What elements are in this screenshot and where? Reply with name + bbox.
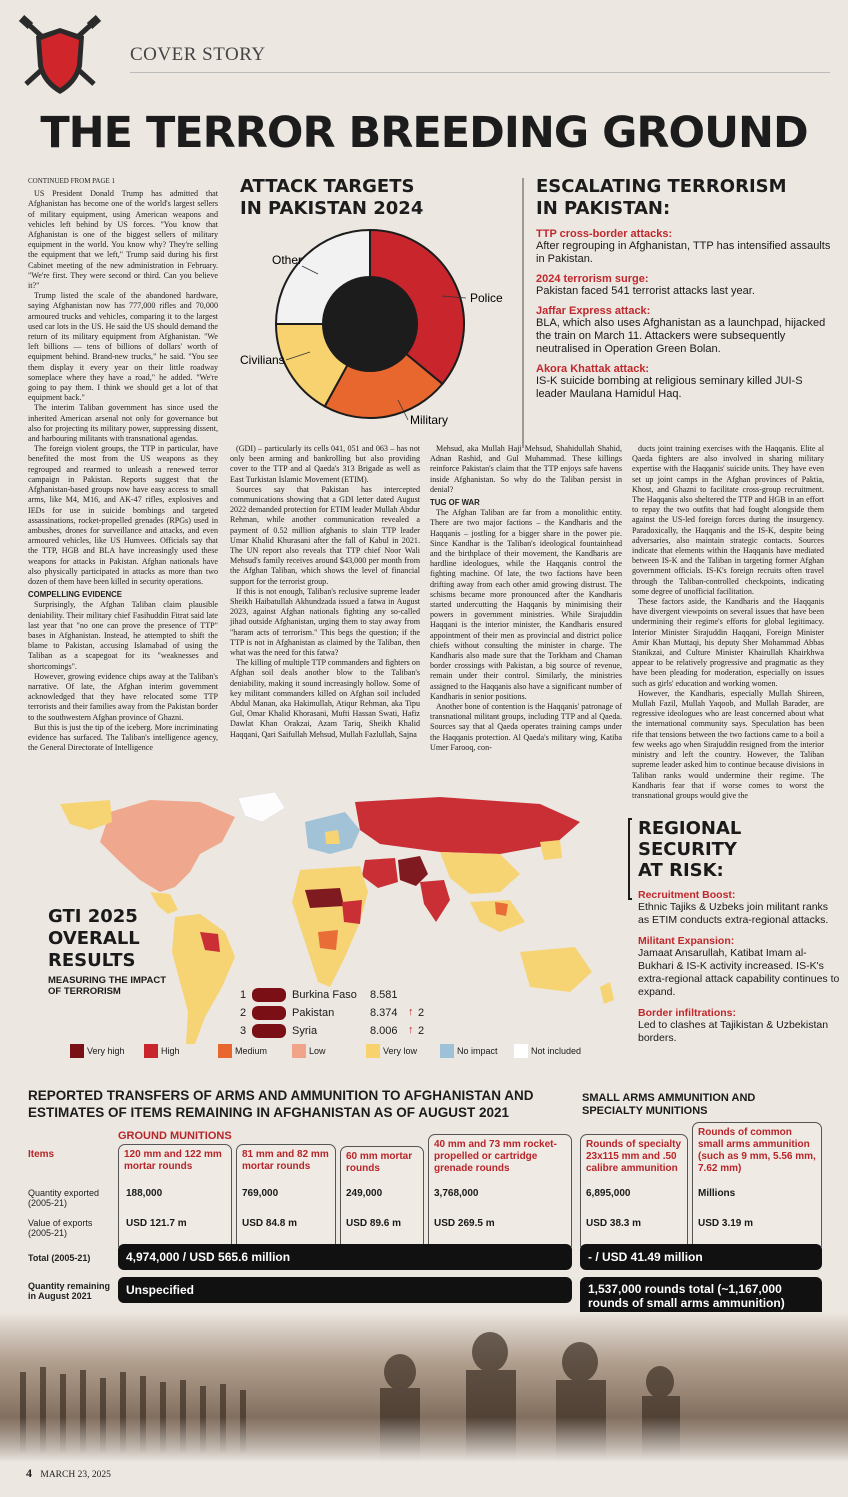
legend-label: Medium xyxy=(235,1046,268,1056)
headline: THE TERROR BREEDING GROUND xyxy=(40,108,808,158)
paragraph: If this is not enough, Taliban's reclusive supreme leader Sheikh Haibatullah Akhundzada issued a fatwa in August 2023, against Afghan nationals fighting any so-called jihad outside Afghanistan, urging them to stay away from "haram acts of terrorism." This begs the question; if the TTP is not in Afghanistan as claimed by the Taliban, then what was the need for this fatwa? xyxy=(230,586,420,658)
legend-label: Very high xyxy=(87,1046,125,1056)
value-cell: USD 3.19 m xyxy=(698,1218,754,1229)
gti-legend xyxy=(70,1044,640,1064)
gti-title-line: GTI 2025 xyxy=(48,906,138,927)
rank-swatch xyxy=(252,988,286,1002)
arms-title-line: REPORTED TRANSFERS OF ARMS AND AMMUNITION TO AFGHANISTAN AND xyxy=(28,1088,534,1103)
value-cell: USD 269.5 m xyxy=(434,1218,495,1229)
legend-swatch xyxy=(292,1044,306,1058)
quantity-cell: 769,000 xyxy=(242,1188,279,1199)
esc-item-heading: TTP cross-border attacks: xyxy=(536,228,673,240)
legend-label: No impact xyxy=(457,1046,498,1056)
gti-title-line: OVERALL xyxy=(48,928,140,949)
row-label-remaining xyxy=(28,1281,110,1301)
paragraph: US President Donald Trump has admitted that Afghanistan has become one of the world's largest sellers of military equipment, using American weapons and vehicles left behind by US forces. "You know that Afghanistan is one of the biggest sellers of military equipment in the world. You know why? They're selling the equipment that we left," Trump said during his first Cabinet meeting of the new administration in February. "We're first. They were second or third. Can you believe it?" xyxy=(28,189,218,291)
esc-item-body: Pakistan faced 541 terrorist attacks last year. xyxy=(536,285,755,297)
gti-subtitle-line: MEASURING THE IMPACT xyxy=(48,975,167,986)
gti-subtitle-line: OF TERRORISM xyxy=(48,986,121,997)
small-total-bar: - / USD 41.49 million xyxy=(580,1244,822,1270)
legend-label: Very low xyxy=(383,1046,418,1056)
small-title-line: SPECIALTY MUNITIONS xyxy=(582,1105,708,1117)
value-cell: USD 121.7 m xyxy=(126,1218,187,1229)
shield-logo-icon xyxy=(18,14,102,98)
quantity-cell: 249,000 xyxy=(346,1188,383,1199)
esc-title-line: ESCALATING TERRORISM xyxy=(536,176,787,197)
paragraph: Trump listed the scale of the abandoned hardware, saying Afghanistan now has 777,000 rifles and 70,000 armoured trucks and vehicles, comparing it to the largest used car lots in the US. He said the US should demand the return of its military equipment from Afghanistan. "We left billions — tens of billions of dollars' worth of equipment behind. Brand-new trucks," he said. "You see them display it every year on their little roadway someplace where they have a road," he added. "We're going to pay them. I think we should get a lot of that equipment back." xyxy=(28,291,218,403)
slice-label-military: Military xyxy=(410,413,448,427)
small-remaining-bar xyxy=(580,1277,822,1317)
map-new-zealand xyxy=(600,982,614,1004)
slice-label-civilians: Civilians xyxy=(240,353,285,367)
map-western-europe xyxy=(325,830,340,844)
arms-table-title xyxy=(28,1087,588,1121)
paragraph: The killing of multiple TTP commanders and fighters on Afghan soil deals another blow to the Taliban's deniability, making it sound increasingly hollow. Some of key militant commanders killed on Afghan soil included Abdul Manan, aka Hakimullah, Atiqur Rehman, aka Tipu Gul, Omar Khalid Khorasani, Mufti Hassan Swati, Hafiz Dawlat Khan Orakzai, Azam Tariq, Sheikh Khalid Haqqani, Qari Saifullah Mehsud, Mullah Fazlullah, Sajna xyxy=(230,658,420,739)
small-remaining-line: rounds of small arms ammunition) xyxy=(588,1296,785,1310)
munition-column-card xyxy=(340,1146,424,1252)
gti-subtitle xyxy=(48,975,248,997)
regional-item-body: Ethnic Tajiks & Uzbeks join militant ranks as ETIM conducts extra-regional attacks. xyxy=(638,901,829,926)
legend-item xyxy=(514,1044,581,1058)
rank-change: 2 xyxy=(418,1025,425,1037)
rank-country: Syria xyxy=(292,1025,318,1037)
map-india xyxy=(420,880,450,922)
legend-label: High xyxy=(161,1046,180,1056)
regional-item-heading: Border infiltrations: xyxy=(638,1007,737,1019)
munition-column-card xyxy=(692,1122,822,1252)
munition-item-label: Rounds of common small arms ammunition (such as 9 mm, 5.56 mm, 7.62 mm) xyxy=(698,1127,816,1174)
escalating-title xyxy=(536,176,836,220)
legend-swatch xyxy=(440,1044,454,1058)
paragraph: Mehsud, aka Mullah Haji Mehsud, Shahidullah Shahid, Adnan Rashid, and Gul Muhammad. These killings reinforce Pakistan's claim that the TTP enjoys safe havens inside Afghanistan. So why do the Taliban persist in denial? xyxy=(430,444,622,494)
rank-score: 8.581 xyxy=(370,989,398,1001)
rank-country: Pakistan xyxy=(292,1007,335,1019)
quantity-cell: 3,768,000 xyxy=(434,1188,479,1199)
quantity-cell: 6,895,000 xyxy=(586,1188,631,1199)
regional-item-body: Jamaat Ansarullah, Katibat Imam al-Bukhari & IS-K activity increased. IS-K's extra-regional attack capability continues to expand. xyxy=(638,947,840,998)
attack-chart-title xyxy=(240,176,510,220)
small-remaining-line: 1,537,000 rounds total (~1,167,000 xyxy=(588,1282,782,1296)
esc-item-heading: Jaffar Express attack: xyxy=(536,305,651,317)
row-label-total: Total (2005-21) xyxy=(28,1253,91,1263)
legend-item xyxy=(292,1044,326,1058)
legend-label: Not included xyxy=(531,1046,582,1056)
row-label-items: Items xyxy=(28,1149,55,1160)
attack-title-line: IN PAKISTAN 2024 xyxy=(240,198,424,219)
map-philippines xyxy=(495,902,508,916)
esc-item-heading: Akora Khattak attack: xyxy=(536,363,650,375)
legend-item xyxy=(70,1044,125,1058)
paragraph: Another bone of contention is the Haqqanis' patronage of transnational militant groups, including TTP and al Qaeda. Sources say that al Qaeda operates training camps under the Haqqanis protection. Al Qaeda's military wing, Katiba Umer Farooq, con- xyxy=(430,702,622,752)
bottom-photo-weapons-fighters xyxy=(0,1312,848,1462)
value-cell: USD 84.8 m xyxy=(242,1218,298,1229)
paragraph: The interim Taliban government has since used the inherited American arsenal not only for governance but also for projecting its military power, suppressing dissent, and harbouring militants with transnational agendas. xyxy=(28,403,218,444)
header-rule xyxy=(130,72,830,73)
small-title-line: SMALL ARMS AMMUNITION AND xyxy=(582,1092,756,1104)
vertical-divider xyxy=(522,178,524,448)
subheading: TUG OF WAR xyxy=(430,498,480,508)
page-number: 4 xyxy=(26,1466,32,1480)
row-label-quantity xyxy=(28,1188,99,1208)
ground-munitions-label: GROUND MUNITIONS xyxy=(118,1130,232,1142)
value-cell: USD 89.6 m xyxy=(346,1218,402,1229)
gti-ranking xyxy=(238,986,438,1042)
paragraph: The Afghan Taliban are far from a monolithic entity. There are two major factions – the Kandharis and the Haqqanis – jostling for a bigger share in the power pie. Since Kandhar is the Taliban's ideological fountainhead and the birthplace of their movement, the Kandharis are hardline ideologues, while the Haqqanis control the fighting machine. Of late, the two factions have been drifting away from each other amid growing distrust. The schisms became more pronounced after the Kandharis started undercutting the Haqqanis by minimising their powers in government ministries. While Sirajuddin Haqqani is the interior minister, the Kandharis ensured appointment of their men as provincial and district police chiefs without consulting the minister in charge. The Kandharis also made sure that the Torkham and Chaman border crossings with Pakistan, a big source of revenue, remain under their control. Similarly, the ministries assigned to the Haqqanis also have a significant number of Kandharis in senior positions. xyxy=(430,508,622,701)
value-cell: USD 38.3 m xyxy=(586,1218,642,1229)
article-column-1 xyxy=(28,176,218,753)
gti-title xyxy=(48,906,248,972)
attack-title-line: ATTACK TARGETS xyxy=(240,176,415,197)
munition-item-label: Rounds of specialty 23x115 mm and .50 calibre ammunition xyxy=(586,1139,682,1174)
map-pakistan-afghanistan xyxy=(398,856,428,886)
regional-security-box xyxy=(628,818,840,1045)
article-column-3 xyxy=(430,444,622,753)
map-north-america xyxy=(100,800,235,892)
regional-item-heading: Recruitment Boost: xyxy=(638,889,736,901)
map-australia xyxy=(520,947,592,992)
rank-change: 2 xyxy=(418,1007,425,1019)
attack-donut-chart xyxy=(230,222,530,442)
row-label-line: (2005-21) xyxy=(28,1198,68,1208)
legend-item xyxy=(440,1044,498,1058)
paragraph: However, growing evidence chips away at the Taliban's narrative. Of late, the Afghan interim government acknowledged that they have relocated some TTP terrorists and their families away from the Pakistan border to the southwestern Afghan province of Ghazni. xyxy=(28,671,218,722)
map-alaska-canada-west xyxy=(60,800,112,830)
donut-center xyxy=(322,276,418,372)
munition-item-label: 60 mm mortar rounds xyxy=(346,1151,413,1174)
escalating-list xyxy=(536,228,836,408)
issue-date: MARCH 23, 2025 xyxy=(40,1470,111,1480)
legend-swatch xyxy=(366,1044,380,1058)
rank-up-arrow-icon: ↑ xyxy=(408,1024,414,1036)
paragraph: Sources say that Pakistan has intercepted communications showing that a GDI letter dated August 2022 demanded protection for ETIM leader Mullah Abdur Rehman, while another communication revealed a payment of 0.52 million afghanis to slain TTP leader Umar Khalid Khurasani after the fall of Kabul in 2021. The UN report also reveals that TTP chief Noor Wali Mehsud's family receives around $43,000 per month from the Afghan Taliban, which shows the level of financial support for the terrorist group. xyxy=(230,484,420,586)
row-label-value xyxy=(28,1218,92,1238)
rank-score: 8.374 xyxy=(370,1007,398,1019)
map-japan xyxy=(540,840,562,860)
map-greenland xyxy=(238,792,285,822)
legend-label: Low xyxy=(309,1046,326,1056)
paragraph: But this is just the tip of the iceberg. More incriminating evidence has surfaced. The Taliban's intelligence agency, the General Directorate of Intelligence xyxy=(28,722,218,753)
row-label-line: (2005-21) xyxy=(28,1228,68,1238)
map-sahel xyxy=(305,888,344,908)
map-central-africa xyxy=(318,930,338,950)
paragraph: Surprisingly, the Afghan Taliban claim plausible deniability. Their military chief Fasihuddin Fitrat said late last year that "no one can prove the presence of TTP" bases in Afghanistan. Instead, he attempted to shift the blame to Pakistan, accusing Islamabad of using the Taliban as a scapegoat for its "weaknesses and shortcomings". xyxy=(28,600,218,671)
small-arms-title xyxy=(582,1092,842,1118)
paragraph: The foreign violent groups, the TTP in particular, have benefited the most from the US weapons as they regrouped and rearmed to unleash a renewed terror campaign in Pakistan. Reports suggest that the Afghanistan-based groups now have easy access to small arms, like M4, M16, and AK-47 rifles, explosives and IEDs for use in suicide bombings and targeted assassinations, rocket-propelled grenades (RPGs) used in ambushes, drones for surveillance and attacks, and even armoured vehicles, like US Humvees. Officials say that the TTP, HGB and BLA have increasingly used these weapons for attacks in Pakistan. Afghan nationals have also physically participated in attacks as more than two dozen of them have been killed in security operations. xyxy=(28,444,218,586)
row-label-line: Quantity remaining xyxy=(28,1281,111,1291)
reg-title-line: AT RISK: xyxy=(638,860,724,881)
subheading: COMPELLING EVIDENCE xyxy=(28,590,123,600)
munition-item-label: 81 mm and 82 mm mortar rounds xyxy=(242,1149,329,1172)
reg-title-line: REGIONAL xyxy=(638,818,742,839)
esc-title-line: IN PAKISTAN: xyxy=(536,198,671,219)
esc-item-body: After regrouping in Afghanistan, TTP has intensified assaults in Pakistan. xyxy=(536,240,831,265)
regional-item-heading: Militant Expansion: xyxy=(638,935,735,947)
row-label-line: in August 2021 xyxy=(28,1291,92,1301)
legend-item xyxy=(144,1044,180,1058)
article-column-2 xyxy=(230,444,420,740)
munition-item-label: 40 mm and 73 mm rocket-propelled or cartridge grenade rounds xyxy=(434,1139,557,1174)
regional-bracket xyxy=(628,818,632,900)
slice-label-other: Other xyxy=(272,253,303,267)
row-label-line: Quantity exported xyxy=(28,1188,100,1198)
reg-title-line: SECURITY xyxy=(638,839,737,860)
page-footer xyxy=(26,1466,111,1481)
map-middle-east xyxy=(362,858,398,888)
slice-label-police: Police xyxy=(470,291,503,305)
esc-item-body: BLA, which also uses Afghanistan as a launchpad, hijacked the train on March 11. Attackers were subsequently neutralised in Operation Green Bolan. xyxy=(536,317,826,355)
legend-swatch xyxy=(70,1044,84,1058)
rank-country: Burkina Faso xyxy=(292,989,357,1001)
regional-item-body: Led to clashes at Tajikistan & Uzbekistan borders. xyxy=(638,1019,829,1044)
legend-swatch xyxy=(144,1044,158,1058)
rank-number: 2 xyxy=(240,1007,247,1019)
rank-up-arrow-icon: ↑ xyxy=(408,1006,414,1018)
rank-swatch xyxy=(252,1024,286,1038)
ground-total-bar: 4,974,000 / USD 565.6 million xyxy=(118,1244,572,1270)
ground-remaining-bar: Unspecified xyxy=(118,1277,572,1303)
arms-title-line: ESTIMATES OF ITEMS REMAINING IN AFGHANISTAN AS OF AUGUST 2021 xyxy=(28,1105,510,1120)
quantity-cell: 188,000 xyxy=(126,1188,163,1199)
map-africa xyxy=(292,866,368,987)
esc-item-heading: 2024 terrorism surge: xyxy=(536,273,649,285)
rank-score: 8.006 xyxy=(370,1025,398,1037)
article-column-4 xyxy=(632,444,824,801)
munition-item-label: 120 mm and 122 mm mortar rounds xyxy=(124,1149,222,1172)
map-china xyxy=(440,852,520,894)
paragraph: These factors aside, the Kandharis and the Haqqanis have divergent viewpoints on several issues that have been undermining their regime's efforts for global legitimacy. Interior Minister Sirajuddin Haqqani, Foreign Minister Amir Khan Muttaqi, his deputy Sher Mohammad Abbas Stanikzai, and Culture Minister Khairullah Khairkhwa appear to be relatively progressive and pragmatic as they have been pleading for moderation, especially on issues such as girls' education and working women. xyxy=(632,597,824,688)
gti-title-line: RESULTS xyxy=(48,950,136,971)
map-east-africa xyxy=(342,900,362,924)
paragraph: However, the Kandharis, especially Mullah Shireen, Mullah Fazil, Mullah Yaqoob, and Mullah Barader, are regressive ideologues who are least concerned about what the international community says. Speculation has been rife that tensions between the two factions came to a boil a few weeks ago when Sirajuddin resigned from the interior ministry and left the country. However, the Taliban supreme leader asked him to continue because divisions in Taliban ranks would undermine their regime. The Kandharis fear that if worse comes to worst the transnational groups would give the xyxy=(632,688,824,800)
rank-number: 1 xyxy=(240,989,247,1001)
paragraph: ducts joint training exercises with the Haqqanis. Elite al Qaeda fighters are also involved in sharing military expertise with the Haqqanis' suicide units. They have even set up joint camps in the Afghan provinces of Paktia, Khost, and Ghazni to facilitate cross-group recruitment. The Haqqanis also sheltered the TTP and HGB in an effort to repay the two outfits that had fought alongside them against the US-led foreign forces during the insurgency. Paradoxically, the Haqqanis and the IS-K, despite being adversaries, also maintain strategic contacts. Sources indicate that elements within the Haqqanis have mediated between IS-K and the Taliban in targeting former Afghan government officials. IS-K's foreign recruits often travel through the Taliban-controlled checkpoints, indicating some degree of unofficial facilitation. xyxy=(632,444,824,596)
legend-swatch xyxy=(218,1044,232,1058)
continued-note: CONTINUED FROM PAGE 1 xyxy=(28,177,116,185)
rank-number: 3 xyxy=(240,1025,247,1037)
regional-title xyxy=(638,818,840,881)
legend-item xyxy=(366,1044,417,1058)
legend-swatch xyxy=(514,1044,528,1058)
row-label-line: Value of exports xyxy=(28,1218,93,1228)
legend-item xyxy=(218,1044,267,1058)
paragraph: (GDI) – particularly its cells 041, 051 and 063 – has not only been arming and bankrolling but also providing cover to the TTP and al Qaeda's 313 Brigade as well as East Turkistan Islamic Movement (ETIM). xyxy=(230,444,420,484)
esc-item-body: IS-K suicide bombing at religious seminary killed JUI-S leader Maulana Hamidul Haq. xyxy=(536,375,803,400)
section-label: COVER STORY xyxy=(130,44,266,65)
rank-swatch xyxy=(252,1006,286,1020)
quantity-cell: Millions xyxy=(698,1188,736,1199)
